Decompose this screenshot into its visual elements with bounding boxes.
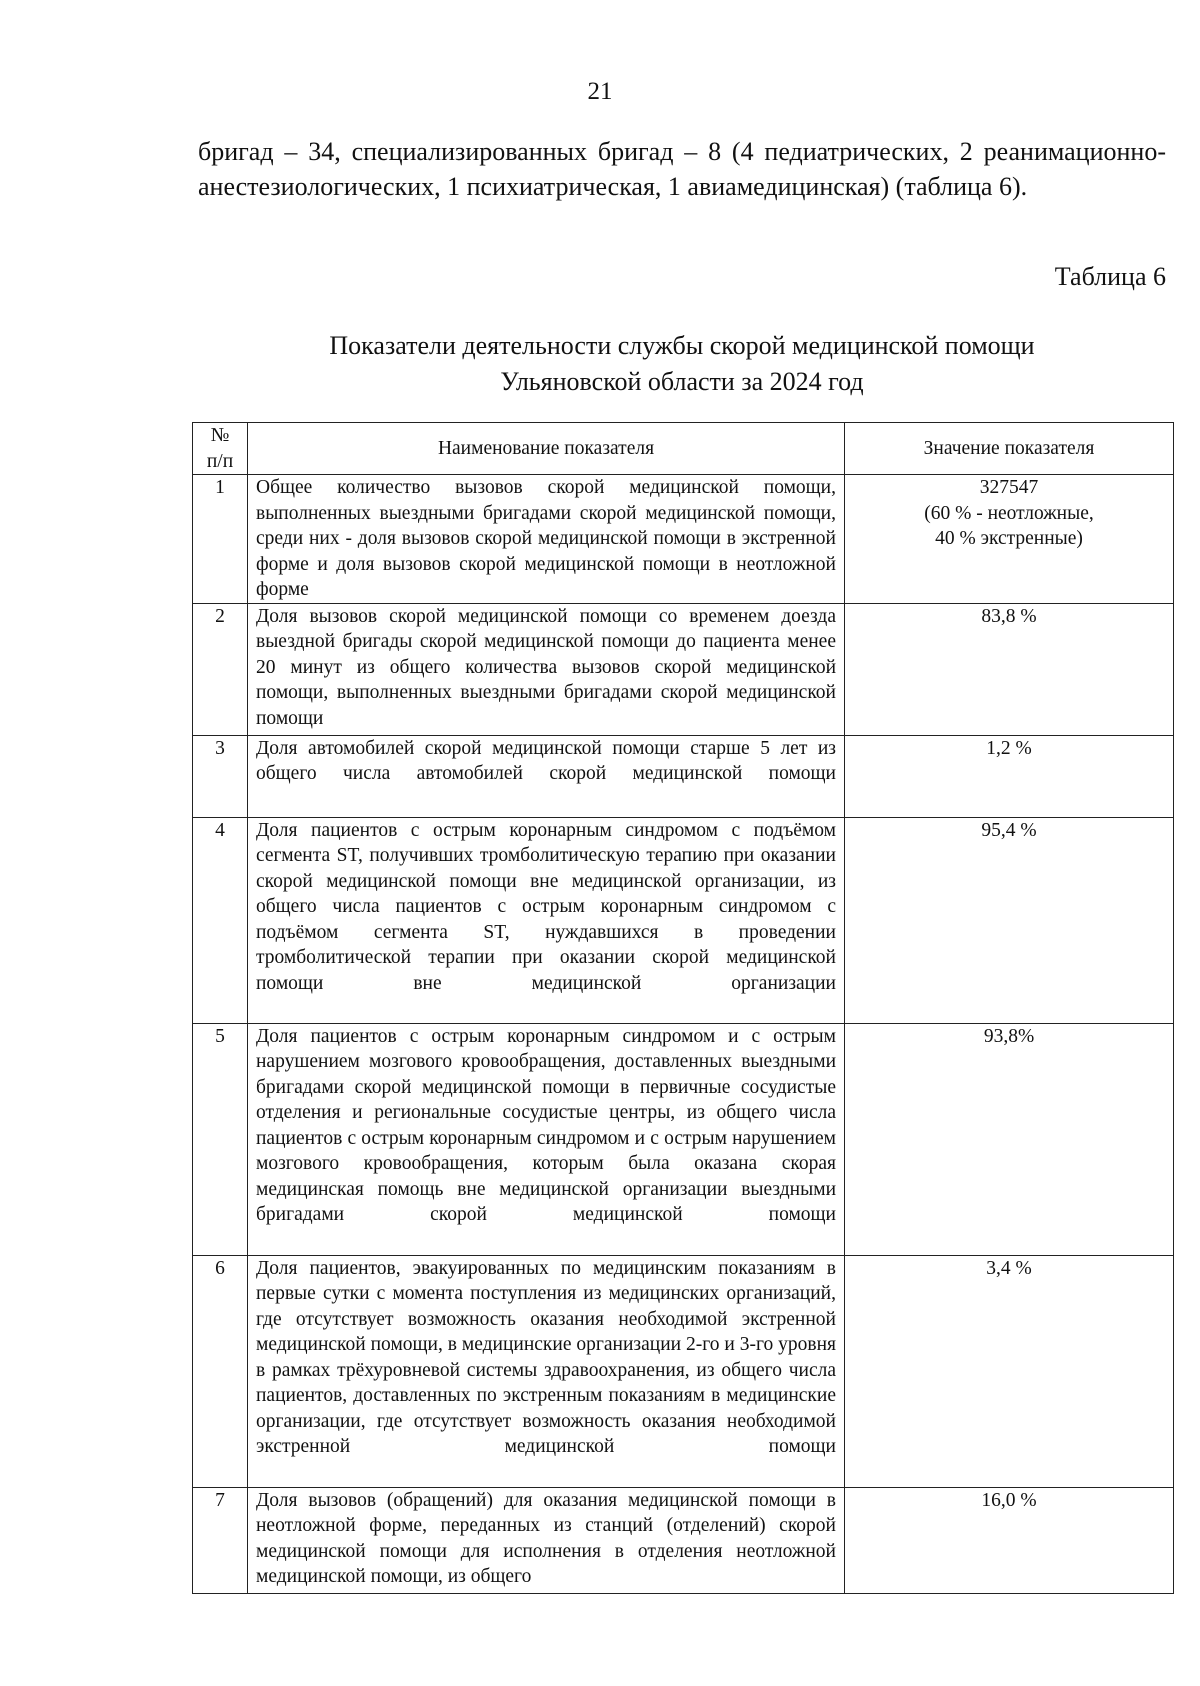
row-indicator-value: 93,8%: [845, 1023, 1174, 1255]
row-indicator-value: 16,0 %: [845, 1487, 1174, 1593]
row-number: 7: [193, 1487, 248, 1593]
row-indicator-value: 95,4 %: [845, 817, 1174, 1023]
header-number-line-1: №: [210, 425, 230, 446]
header-value: Значение показателя: [845, 423, 1174, 475]
row-value-line-3: 40 % экстренные): [935, 528, 1083, 549]
table-title-line-1: Показатели деятельности службы скорой медицинской помощи: [329, 331, 1035, 360]
row-number: 3: [193, 735, 248, 817]
table-row: [193, 475, 1174, 604]
header-number: [193, 423, 248, 475]
row-number: 4: [193, 817, 248, 1023]
indicators-table: [192, 422, 1174, 1594]
table-title-line-2: Ульяновской области за 2024 год: [500, 367, 864, 396]
table-row: [193, 735, 1174, 817]
table-row: [193, 1487, 1174, 1593]
row-indicator-value: 1,2 %: [845, 735, 1174, 817]
row-indicator-name: Доля пациентов с острым коронарным синдромом и с острым нарушением мозгового кровообращения, доставленных выездными бригадами скорой медицинской помощи в первичные сосудистые отделения и региональные сосудистые центры, из общего числа пациентов с острым коронарным синдромом и с острым нарушением мозгового кровообращения, которым была оказана скорая медицинская помощь вне медицинской организации выездными бригадами скорой медицинской помощи: [248, 1023, 845, 1255]
row-indicator-value: 83,8 %: [845, 603, 1174, 735]
row-number: 1: [193, 475, 248, 604]
table-row: [193, 1255, 1174, 1487]
row-indicator-name: Общее количество вызовов скорой медицинской помощи, выполненных выездными бригадами скорой медицинской помощи, среди них - доля вызовов скорой медицинской помощи в экстренной форме и доля вызовов скорой медицинской помощи в неотложной форме: [248, 475, 845, 604]
header-name: Наименование показателя: [248, 423, 845, 475]
table-row: [193, 1023, 1174, 1255]
row-value-line-1: 327547: [979, 477, 1039, 498]
row-number: 6: [193, 1255, 248, 1487]
row-indicator-value: [845, 475, 1174, 604]
row-indicator-name: Доля пациентов, эвакуированных по медицинским показаниям в первые сутки с момента поступления из медицинских организаций, где отсутствует возможность оказания необходимой экстренной медицинской помощи, в медицинские организации 2-го и 3-го уровня в рамках трёхуровневой системы здравоохранения, из общего числа пациентов, доставленных по экстренным показаниям в медицинские организации, где отсутствует возможность оказания необходимой экстренной медицинской помощи: [248, 1255, 845, 1487]
row-indicator-name: Доля вызовов (обращений) для оказания медицинской помощи в неотложной форме, переданных из станций (отделений) скорой медицинской помощи для исполнения в отделения неотложной медицинской помощи, из общего: [248, 1487, 845, 1593]
row-number: 2: [193, 603, 248, 735]
header-number-line-2: п/п: [206, 450, 234, 472]
page-number: 21: [587, 78, 613, 105]
table-header-row: [193, 423, 1174, 475]
row-indicator-name: Доля вызовов скорой медицинской помощи со временем доезда выездной бригады скорой медицинской помощи до пациента менее 20 минут из общего количества вызовов скорой медицинской помощи, выполненных выездными бригадами скорой медицинской помощи: [248, 603, 845, 735]
row-number: 5: [193, 1023, 248, 1255]
intro-paragraph: бригад – 34, специализированных бригад – 8 (4 педиатрических, 2 реанимационно-анестезиологических, 1 психиатрическая, 1 авиамедицинская) (таблица 6).: [198, 137, 1166, 201]
table-title: [190, 328, 1174, 400]
table-row: [193, 603, 1174, 735]
row-indicator-value: 3,4 %: [845, 1255, 1174, 1487]
table-label: Таблица 6: [1054, 262, 1166, 291]
row-indicator-name: Доля автомобилей скорой медицинской помощи старше 5 лет из общего числа автомобилей скорой медицинской помощи: [248, 735, 845, 817]
row-value-line-2: (60 % - неотложные,: [924, 502, 1094, 524]
row-indicator-name: Доля пациентов с острым коронарным синдромом с подъёмом сегмента ST, получивших тромболитическую терапию при оказании скорой медицинской помощи вне медицинской организации, из общего числа пациентов с острым коронарным синдромом с подъёмом сегмента ST, нуждавшихся в проведении тромболитической терапии при оказании скорой медицинской помощи вне медицинской организации: [248, 817, 845, 1023]
table-row: [193, 817, 1174, 1023]
